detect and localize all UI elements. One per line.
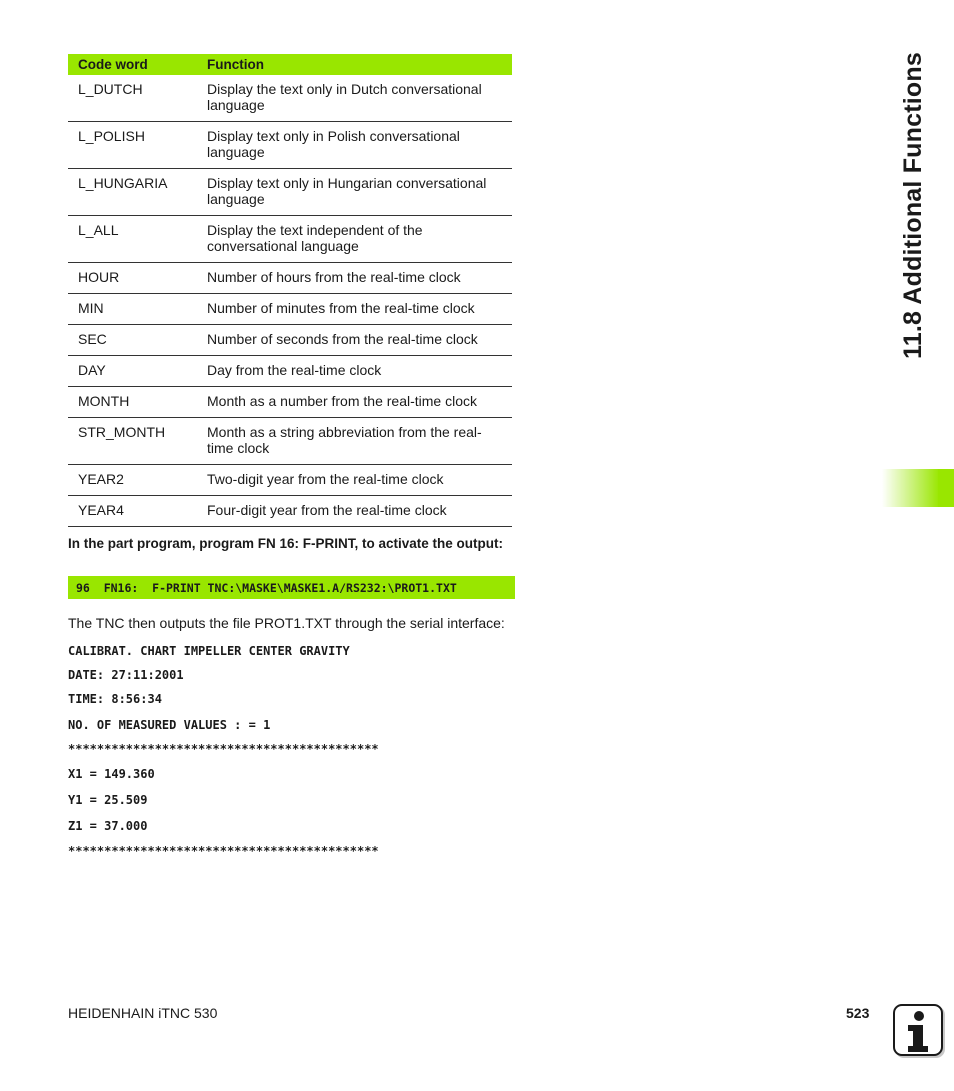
code-word-cell: SEC [68,325,197,356]
table-row [68,75,512,122]
info-icon [893,1004,943,1056]
code-word-cell: STR_MONTH [68,418,197,465]
table-row [68,496,512,527]
code-word-cell: HOUR [68,263,197,294]
output-line: ******************************************* [68,742,379,756]
table-row [68,325,512,356]
function-cell: Number of hours from the real-time clock [197,263,512,294]
function-cell: Display text only in Polish conversational language [197,122,512,169]
output-line: NO. OF MEASURED VALUES : = 1 [68,718,271,732]
function-cell: Number of minutes from the real-time clock [197,294,512,325]
output-line: TIME: 8:56:34 [68,692,162,706]
table-row [68,122,512,169]
intro-text: In the part program, program FN 16: F-PRINT, to activate the output: [68,536,504,551]
footer-product: HEIDENHAIN iTNC 530 [68,1005,218,1021]
function-cell: Four-digit year from the real-time clock [197,496,512,527]
code-word-cell: L_ALL [68,216,197,263]
code-word-cell: YEAR4 [68,496,197,527]
header-function: Function [197,54,512,75]
output-line: Z1 = 37.000 [68,819,148,833]
table-row [68,418,512,465]
header-code-word: Code word [68,54,197,75]
code-line-text: 96 FN16: F-PRINT TNC:\MASKE\MASKE1.A/RS232:\PROT1.TXT [76,580,457,595]
function-cell: Number of seconds from the real-time clock [197,325,512,356]
table-row [68,216,512,263]
function-cell: Display the text independent of the conversational language [197,216,512,263]
body-text: The TNC then outputs the file PROT1.TXT through the serial interface: [68,615,505,631]
info-icon-glyph [895,1006,941,1054]
table-row [68,387,512,418]
output-line: DATE: 27:11:2001 [68,668,184,682]
table-row [68,465,512,496]
function-cell: Month as a number from the real-time clock [197,387,512,418]
code-word-cell: L_POLISH [68,122,197,169]
code-word-cell: YEAR2 [68,465,197,496]
code-word-cell: MIN [68,294,197,325]
side-chapter-title-text: 11.8 Additional Functions [898,51,927,359]
page-number: 523 [846,1005,870,1021]
output-line: Y1 = 25.509 [68,793,148,807]
function-cell: Display the text only in Dutch conversational language [197,75,512,122]
side-thumb-tab-edge [938,469,954,507]
side-chapter-title [893,52,933,358]
table-header-row [68,54,512,75]
code-word-cell: MONTH [68,387,197,418]
function-cell: Two-digit year from the real-time clock [197,465,512,496]
code-word-cell: DAY [68,356,197,387]
table-row [68,169,512,216]
table-row [68,263,512,294]
output-line: X1 = 149.360 [68,767,155,781]
table-body [68,75,512,527]
function-cell: Month as a string abbreviation from the real-time clock [197,418,512,465]
output-line: CALIBRAT. CHART IMPELLER CENTER GRAVITY [68,644,350,658]
code-line-bar [68,576,515,599]
code-word-cell: L_DUTCH [68,75,197,122]
table-row [68,356,512,387]
code-word-table [68,54,512,527]
output-line: ******************************************* [68,844,379,858]
table-row [68,294,512,325]
code-word-cell: L_HUNGARIA [68,169,197,216]
function-cell: Display text only in Hungarian conversational language [197,169,512,216]
function-cell: Day from the real-time clock [197,356,512,387]
